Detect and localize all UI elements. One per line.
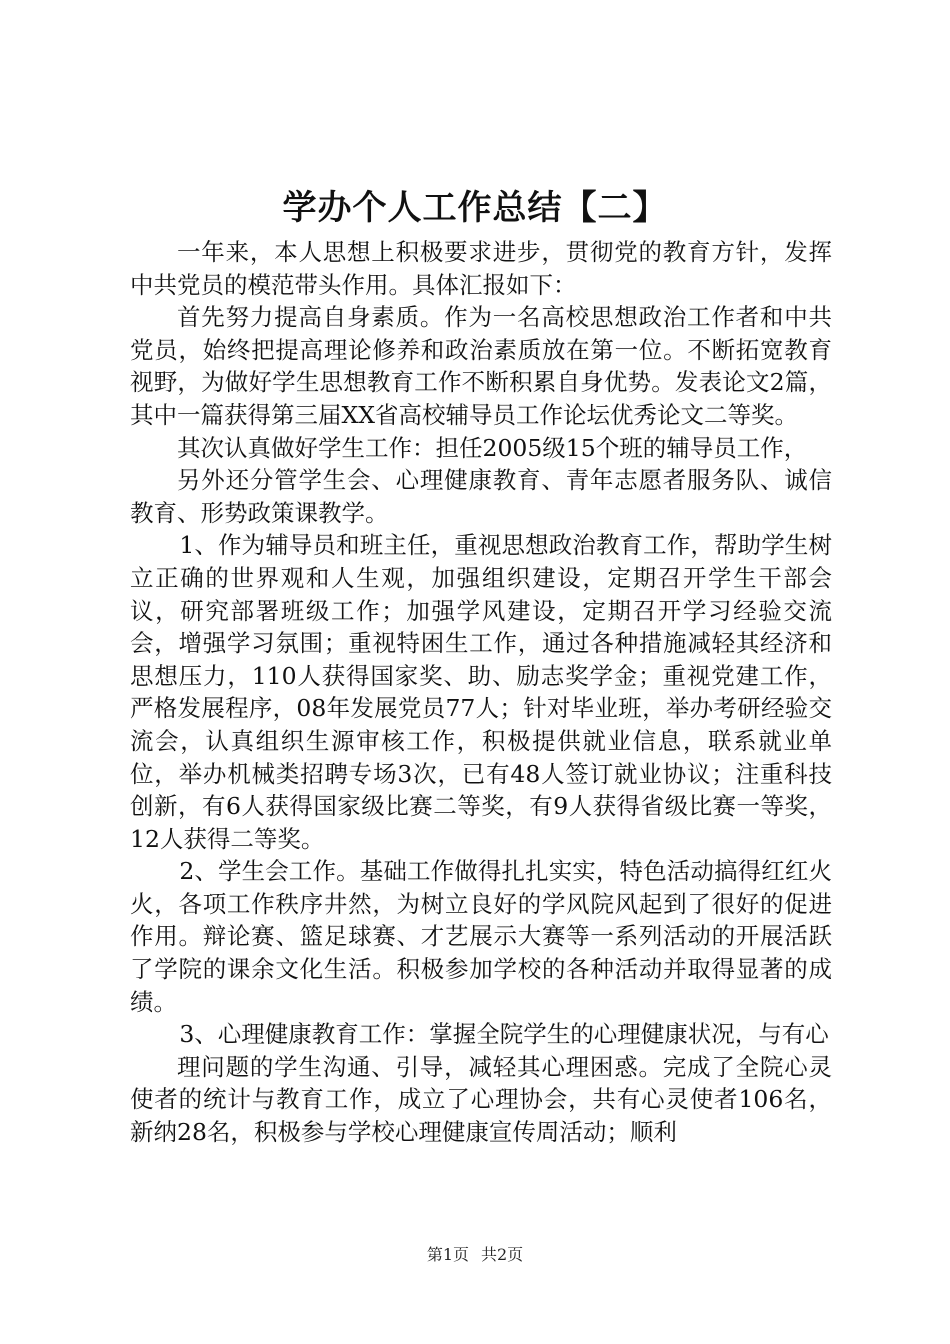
paragraph-additional-duties: 另外还分管学生会、心理健康教育、青年志愿者服务队、诚信教育、形势政策课教学。 xyxy=(130,466,832,527)
paragraph-item-1: 1、作为辅导员和班主任，重视思想政治教育工作，帮助学生树立正确的世界观和人生观，加强组织建设，定期召开学生干部会议，研究部署班级工作；加强学风建设，定期召开学习经验交流会，增强学习氛围；重视特困生工作，通过各种措施减轻其经济和思想压力，110人获得国家奖、助、励志奖学金；重视党建工作，严格发展程序，08年发展党员77人；针对毕业班，举办考研经验交流会，认真组织生源审核工作，积极提供就业信息，联系就业单位，举办机械类招聘专场3次，已有48人签订就业协议；注重科技创新，有6人获得国家级比赛二等奖，有9人获得省级比赛一等奖，12人获得二等奖。 xyxy=(130,531,832,853)
paragraph-item-3: 3、心理健康教育工作：掌握全院学生的心理健康状况，与有心 xyxy=(179,1020,829,1049)
paragraph-item-2: 2、学生会工作。基础工作做得扎扎实实，特色活动搞得红红火火，各项工作秩序井然，为树立良好的学风院风起到了很好的促进作用。辩论赛、篮足球赛、才艺展示大赛等一系列活动的开展活跃了学院的课余文化生活。积极参加学校的各种活动并取得显著的成绩。 xyxy=(130,857,832,1016)
page-footer xyxy=(0,1244,950,1266)
paragraph-self-improvement: 首先努力提高自身素质。作为一名高校思想政治工作者和中共党员，始终把提高理论修养和政治素质放在第一位。不断拓宽教育视野，为做好学生思想教育工作不断积累自身优势。发表论文2篇，其中一篇获得第三届XX省高校辅导员工作论坛优秀论文二等奖。 xyxy=(130,303,832,429)
page-number: 第1页 xyxy=(426,1245,469,1264)
paragraph-intro: 一年来，本人思想上积极要求进步，贯彻党的教育方针，发挥中共党员的模范带头作用。具体汇报如下： xyxy=(130,238,832,299)
paragraph-student-work: 其次认真做好学生工作：担任2005级15个班的辅导员工作， xyxy=(177,433,808,462)
document-title: 学办个人工作总结【二】 xyxy=(282,188,668,228)
paragraph-item-3-continued: 理问题的学生沟通、引导，减轻其心理困惑。完成了全院心灵使者的统计与教育工作，成立了心理协会，共有心灵使者106名，新纳28名，积极参与学校心理健康宣传周活动；顺利 xyxy=(130,1052,832,1147)
page-total: 共2页 xyxy=(481,1245,524,1264)
document-body xyxy=(130,236,832,1149)
